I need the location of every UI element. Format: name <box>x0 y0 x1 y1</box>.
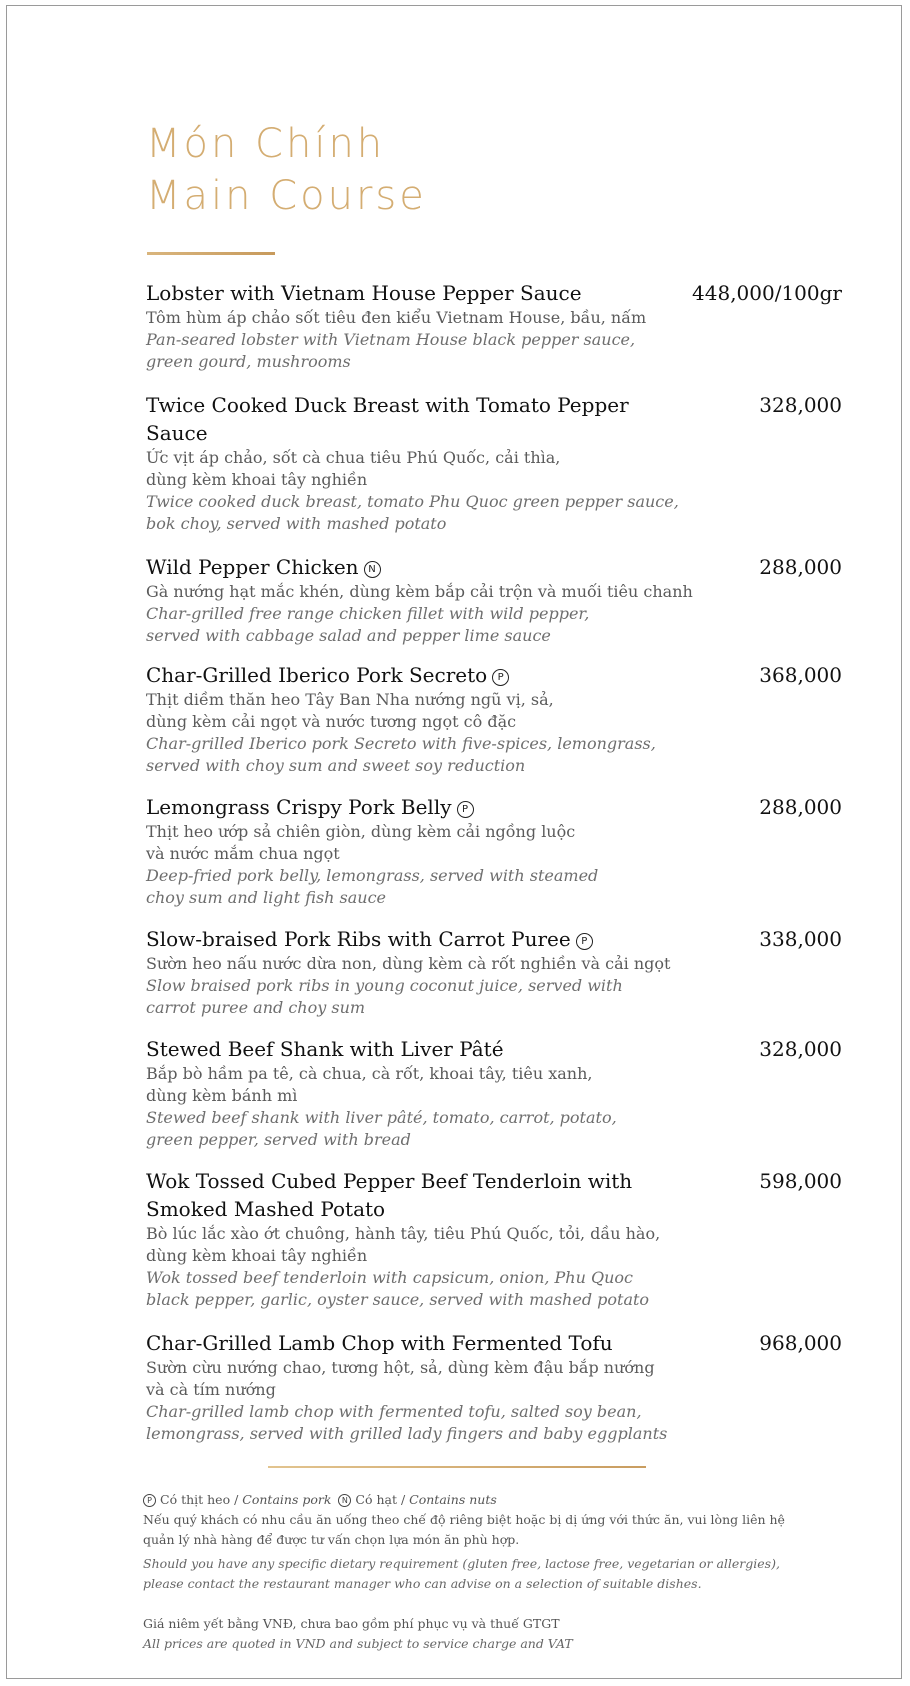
dish-price: 338,000 <box>759 927 842 951</box>
dish-description-en: Deep-fried pork belly, lemongrass, served with steamed <box>146 866 599 885</box>
dish-name-text: Stewed Beef Shank with Liver Pâté <box>146 1037 504 1061</box>
dish-description-en: served with cabbage salad and pepper lime sauce <box>146 626 551 645</box>
dish-name <box>146 391 846 447</box>
dish-description-vi: Ức vịt áp chảo, sốt cà chua tiêu Phú Quốc, cải thìa, <box>146 448 561 467</box>
dish-name-text: Slow-braised Pork Ribs with Carrot Puree <box>146 927 571 951</box>
dish-description-vi: dùng kèm khoai tây nghiền <box>146 1246 368 1265</box>
dish-description-en: Wok tossed beef tenderloin with capsicum, onion, Phu Quoc <box>146 1268 634 1287</box>
dish-description-vi: dùng kèm bánh mì <box>146 1086 298 1105</box>
dish-name <box>146 925 846 953</box>
footer-divider <box>268 1466 646 1468</box>
dish-description-en: bok choy, served with mashed potato <box>146 514 447 533</box>
dish-description-vi: Thịt heo ướp sả chiên giòn, dùng kèm cải ngồng luộc <box>146 822 576 841</box>
title-english: Main Course <box>146 173 427 219</box>
dish-price: 368,000 <box>759 663 842 687</box>
legend-nuts-vi: Có hạt <box>355 1492 397 1507</box>
dish-name <box>146 553 846 581</box>
menu-item <box>146 1329 846 1445</box>
nuts-badge-icon: N <box>364 561 381 578</box>
dish-description-en: Char-grilled free range chicken fillet with wild pepper, <box>146 604 590 623</box>
dish-description-en: green gourd, mushrooms <box>146 352 351 371</box>
dish-description-en: Slow braised pork ribs in young coconut juice, served with <box>146 976 623 995</box>
pork-badge-icon: P <box>457 801 474 818</box>
pork-badge-icon: P <box>143 1494 156 1507</box>
menu-footer <box>143 1490 863 1654</box>
dish-description-vi: Gà nướng hạt mắc khén, dùng kèm bắp cải trộn và muối tiêu chanh <box>146 582 693 601</box>
dietary-note-vi-1: Nếu quý khách có nhu cầu ăn uống theo chế độ riêng biệt hoặc bị dị ứng với thức ăn, vui lòng liên hệ <box>143 1512 785 1527</box>
dish-description-vi: Bò lúc lắc xào ớt chuông, hành tây, tiêu Phú Quốc, tỏi, dầu hào, <box>146 1224 661 1243</box>
dish-name <box>146 1035 846 1063</box>
dish-description-vi: Thịt diềm thăn heo Tây Ban Nha nướng ngũ vị, sả, <box>146 690 554 709</box>
dish-name-text: Lemongrass Crispy Pork Belly <box>146 795 452 819</box>
dish-name-text: Lobster with Vietnam House Pepper Sauce <box>146 281 582 305</box>
menu-item <box>146 793 846 909</box>
dish-description-en: choy sum and light fish sauce <box>146 888 387 907</box>
dish-description-en: Pan-seared lobster with Vietnam House black pepper sauce, <box>146 330 636 349</box>
page-title <box>146 118 427 222</box>
dish-price: 448,000/100gr <box>692 281 842 305</box>
menu-item <box>146 391 846 535</box>
dish-description-en: Char-grilled lamb chop with fermented tofu, salted soy bean, <box>146 1402 642 1421</box>
legend-nuts-en: Contains nuts <box>409 1492 497 1507</box>
dish-description-vi: Sườn cừu nướng chao, tương hột, sả, dùng kèm đậu bắp nướng <box>146 1358 655 1377</box>
title-vietnamese: Món Chính <box>146 121 386 167</box>
dish-description-en: Stewed beef shank with liver pâté, tomato, carrot, potato, <box>146 1108 617 1127</box>
dish-name <box>146 793 846 821</box>
dish-description-en: Char-grilled Iberico pork Secreto with five-spices, lemongrass, <box>146 734 656 753</box>
dish-name-text: Wok Tossed Cubed Pepper Beef Tenderloin with Smoked Mashed Potato <box>146 1169 633 1221</box>
menu-item <box>146 553 846 647</box>
dish-name <box>146 1329 846 1357</box>
title-divider <box>147 252 275 255</box>
price-note-en: All prices are quoted in VND and subject to service charge and VAT <box>143 1636 573 1651</box>
dish-description-vi: và nước mắm chua ngọt <box>146 844 340 863</box>
dish-description-en: served with choy sum and sweet soy reduction <box>146 756 526 775</box>
legend-pork-en: Contains pork <box>242 1492 332 1507</box>
menu-item <box>146 1035 846 1151</box>
menu-item <box>146 279 846 373</box>
menu-item <box>146 1167 846 1311</box>
dish-name-text: Wild Pepper Chicken <box>146 555 359 579</box>
legend-line: P Có thịt heo / Contains pork N Có hạt / Contains nuts <box>143 1490 863 1510</box>
dish-name <box>146 1167 846 1223</box>
price-note-vi: Giá niêm yết bằng VNĐ, chưa bao gồm phí phục vụ và thuế GTGT <box>143 1616 560 1631</box>
dish-description-vi: Tôm hùm áp chảo sốt tiêu đen kiểu Vietnam House, bầu, nấm <box>146 308 647 327</box>
dish-name-text: Char-Grilled Lamb Chop with Fermented Tofu <box>146 1331 613 1355</box>
dish-name-text: Char-Grilled Iberico Pork Secreto <box>146 663 488 687</box>
dish-price: 968,000 <box>759 1331 842 1355</box>
dish-price: 328,000 <box>759 393 842 417</box>
dish-description-en: black pepper, garlic, oyster sauce, served with mashed potato <box>146 1290 650 1309</box>
dish-price: 598,000 <box>759 1169 842 1193</box>
dish-description-vi: dùng kèm cải ngọt và nước tương ngọt cô đặc <box>146 712 517 731</box>
legend-pork-vi: Có thịt heo <box>160 1492 231 1507</box>
dish-name-text: Twice Cooked Duck Breast with Tomato Pepper Sauce <box>146 393 629 445</box>
dish-price: 288,000 <box>759 795 842 819</box>
dietary-note-en-2: please contact the restaurant manager who can advise on a selection of suitable dishes. <box>143 1576 702 1591</box>
dietary-note-vi-2: quản lý nhà hàng để được tư vấn chọn lựa món ăn phù hợp. <box>143 1532 520 1547</box>
dish-description-vi: Bắp bò hầm pa tê, cà chua, cà rốt, khoai tây, tiêu xanh, <box>146 1064 593 1083</box>
nuts-badge-icon: N <box>338 1494 351 1507</box>
dish-description-vi: Sườn heo nấu nước dừa non, dùng kèm cà rốt nghiền và cải ngọt <box>146 954 671 973</box>
pork-badge-icon: P <box>492 669 509 686</box>
menu-item <box>146 925 846 1019</box>
dish-name <box>146 661 846 689</box>
dish-price: 288,000 <box>759 555 842 579</box>
dietary-note-en-1: Should you have any specific dietary requirement (gluten free, lactose free, vegetarian or allergies), <box>143 1556 780 1571</box>
dish-description-en: carrot puree and choy sum <box>146 998 366 1017</box>
dish-description-vi: và cà tím nướng <box>146 1380 276 1399</box>
dish-description-vi: dùng kèm khoai tây nghiền <box>146 470 368 489</box>
dish-description-en: Twice cooked duck breast, tomato Phu Quoc green pepper sauce, <box>146 492 679 511</box>
menu-items-list <box>146 279 846 1445</box>
dish-description-en: lemongrass, served with grilled lady fingers and baby eggplants <box>146 1424 668 1443</box>
menu-item <box>146 661 846 777</box>
pork-badge-icon: P <box>576 933 593 950</box>
dish-price: 328,000 <box>759 1037 842 1061</box>
dish-description-en: green pepper, served with bread <box>146 1130 411 1149</box>
